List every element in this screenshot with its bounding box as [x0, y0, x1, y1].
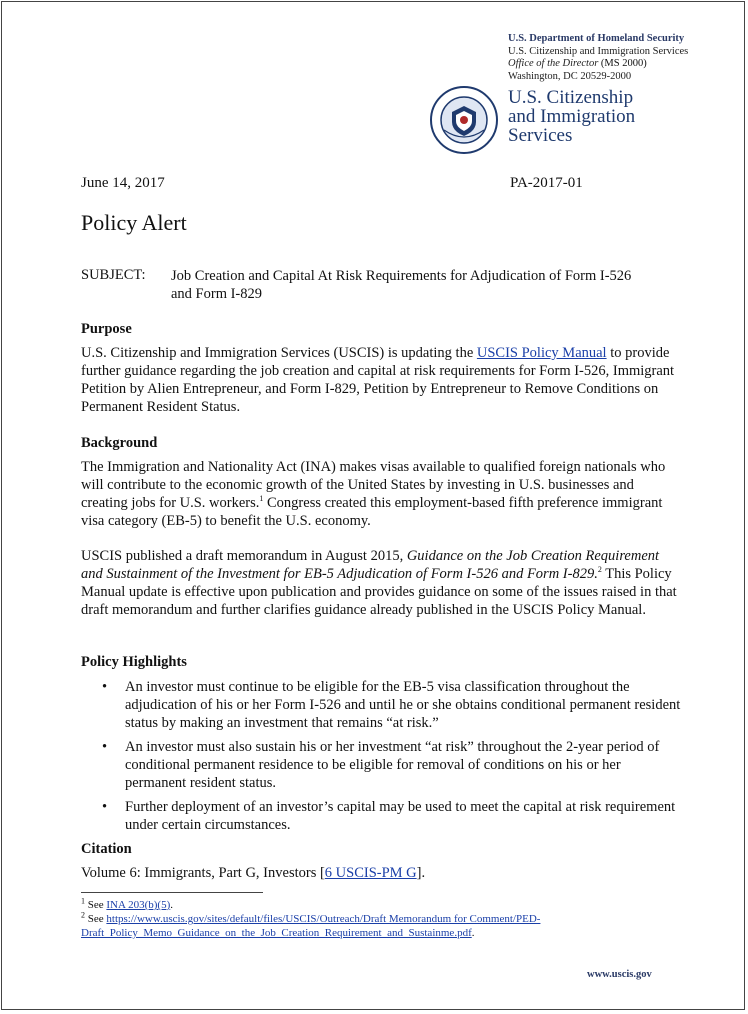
agency-name: U.S. Citizenship and Immigration Services — [508, 45, 689, 57]
uscis-brand — [508, 88, 635, 145]
highlight-text-2: An investor must also sustain his or her investment “at risk” throughout the 2-year period of conditional permanent residence to be eligible for removal of conditions on his or her permanent resident status. — [125, 739, 660, 791]
citation-text: Volume 6: Immigrants, Part G, Investors [ — [81, 865, 325, 881]
background-paragraph-1 — [81, 458, 681, 530]
list-item — [102, 738, 682, 792]
citation-paragraph — [81, 864, 681, 882]
citation-link[interactable]: 6 USCIS-PM G — [324, 865, 417, 881]
purpose-text: U.S. Citizenship and Immigration Services (USCIS) is updating the — [81, 345, 477, 361]
background-text-cont: Congress created this employment-based fifth preference immigrant visa category (EB-5) to benefit the U.S. economy. — [81, 495, 663, 529]
memo-title: Guidance on the Job Creation Requirement and Sustainment of the Investment for EB-5 Adjudication of Form I-526 and Form I-829. — [81, 548, 660, 582]
footnote-divider — [81, 892, 263, 893]
footnote-1-end: . — [170, 899, 173, 911]
footnote-ref-2[interactable]: 2 — [597, 565, 602, 575]
footnote-2 — [81, 912, 661, 926]
ina-link[interactable]: INA 203(b)(5) — [106, 899, 171, 911]
highlights-list — [102, 678, 682, 840]
subject-label: SUBJECT: — [81, 267, 146, 283]
footnote-number-1: 1 — [81, 896, 85, 906]
highlights-heading: Policy Highlights — [81, 654, 187, 670]
footnote-1-text: See — [85, 899, 107, 911]
office-line — [508, 58, 688, 71]
document-number: PA-2017-01 — [510, 175, 583, 191]
citation-heading: Citation — [81, 841, 132, 857]
purpose-text-cont: to provide further guidance regarding the job creation and capital at risk requirements for Form I-526, Immigrant Petition by Alien Entrepreneur, and Form I-829, Petition by Entrepreneur to Remove Conditions on Permanent Resident Status. — [81, 345, 675, 415]
bullet-icon: • — [102, 799, 108, 815]
footer-website[interactable]: www.uscis.gov — [587, 969, 652, 980]
purpose-heading: Purpose — [81, 321, 132, 337]
highlight-text-1: An investor must continue to be eligible for the EB-5 visa classification throughout the adjudication of his or her Form I-526 and until he or she obtains conditional permanent resident status by making an investment that remains “at risk.” — [125, 679, 681, 731]
office-address: Washington, DC 20529-2000 — [508, 70, 632, 82]
footnote-2-text: See — [85, 913, 107, 925]
footnote-1 — [81, 898, 661, 912]
brand-line-2: and Immigration — [508, 106, 636, 127]
letterhead — [508, 33, 688, 83]
draft-memo-link[interactable]: https://www.uscis.gov/sites/default/files/USCIS/Outreach/Draft Memorandum for Comment/PED- — [106, 913, 541, 925]
subject-text: Job Creation and Capital At Risk Requirements for Adjudication of Form I-526 and Form I-829 — [171, 268, 632, 302]
document-date: June 14, 2017 — [81, 175, 165, 191]
background-heading: Background — [81, 435, 158, 451]
draft-memo-link-cont[interactable]: Draft_Policy_Memo_Guidance_on_the_Job_Creation_Requirement_and_Sustainme.pdf — [81, 927, 472, 939]
page-title: Policy Alert — [81, 210, 187, 235]
policy-manual-link[interactable]: USCIS Policy Manual — [476, 345, 607, 361]
office-code: (MS 2000) — [598, 58, 647, 69]
background-text: The Immigration and Nationality Act (INA) makes visas available to qualified foreign nationals who will contribute to the economic growth of the United States by investing in U.S. businesses and creating jobs for U.S. workers. — [81, 459, 666, 511]
department-name: U.S. Department of Homeland Security — [508, 33, 685, 44]
purpose-section — [81, 320, 681, 416]
highlight-text-3: Further deployment of an investor’s capital may be used to meet the capital at risk requirement under certain circumstances. — [125, 799, 676, 833]
list-item — [102, 798, 682, 834]
brand-line-1: U.S. Citizenship — [508, 87, 634, 108]
dhs-seal-icon — [430, 86, 498, 154]
background-section — [81, 434, 681, 619]
background-paragraph-2 — [81, 547, 681, 619]
brand-line-3: Services — [508, 125, 573, 146]
highlights-heading-wrap — [81, 653, 681, 671]
office-name: Office of the Director — [508, 58, 599, 69]
footnote-2-end: . — [471, 927, 475, 939]
citation-section — [81, 840, 681, 882]
bullet-icon: • — [102, 739, 108, 755]
purpose-paragraph — [81, 344, 681, 416]
document-page — [1, 1, 745, 1010]
list-item — [102, 678, 682, 732]
footnote-number-2: 2 — [81, 910, 85, 920]
footnotes — [81, 898, 661, 940]
footnote-ref-1[interactable]: 1 — [259, 494, 264, 504]
footnote-2-cont — [81, 926, 661, 940]
background-p2-text-cont: This Policy Manual update is effective upon publication and provides guidance on some of the issues raised in that draft memorandum and further clarifies guidance already published in the USCIS Policy Manual. — [81, 566, 677, 618]
bullet-icon: • — [102, 679, 108, 695]
citation-text-end: ]. — [416, 865, 426, 881]
background-p2-text: USCIS published a draft memorandum in August 2015, — [81, 548, 407, 564]
